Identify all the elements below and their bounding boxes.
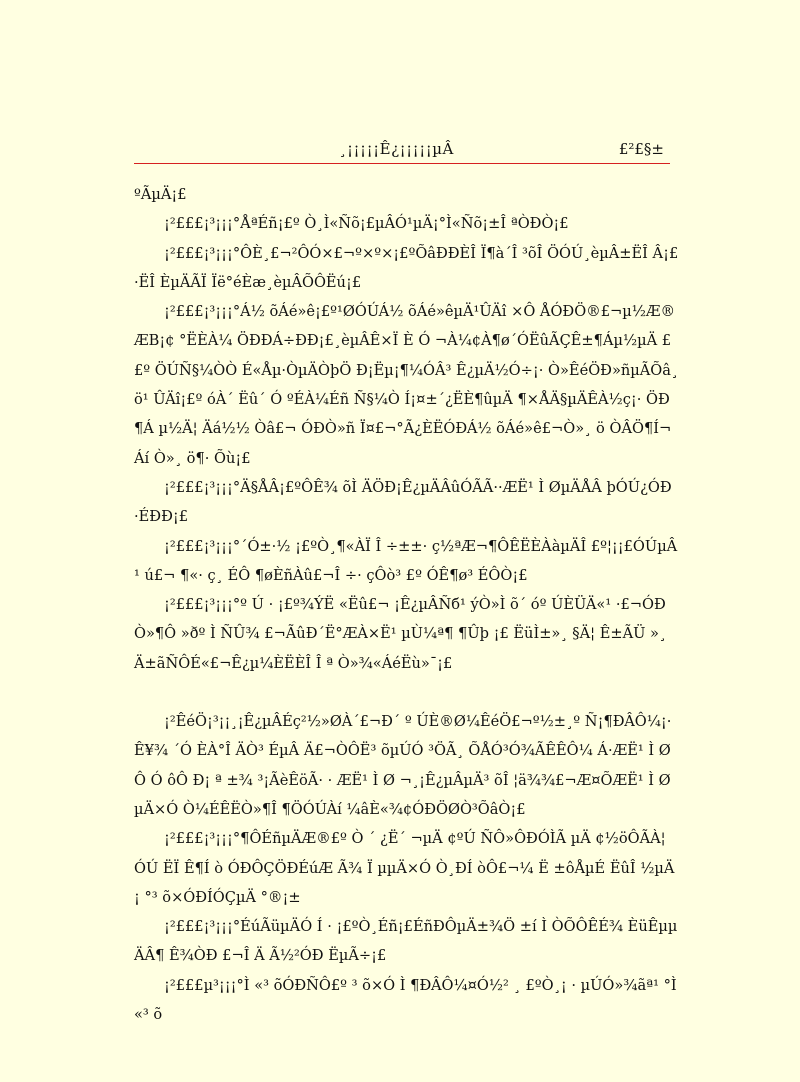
paragraph: ¡²ÊéÖ¡³¡¡¸¡Ê¿µÂÉç²½»ØÀ´£¬Ð´ º ÚÈ®Ø¼ÊéÖ£¬º½±¸º Ñ¡¶ÐÂÔ¼¡·Ê¥¾ ´Ó ÈÀ°Î ÄÒ³ ÉµÂ Ä£¬ÒÔË³ õµÚÓ ³ÖÃ¸ ÕÅÓ³Ó¾ÃÊÊÔ¼ Á·ÆË¹ Ì ØÔ Ó ôÔ Ð¡ ª ±¾ ³¡ÃèÊöÃ· · ÆË¹ Ì Ø ¬¸¡Ê¿µÂµÄ³ õÎ ¦ä¾¾£¬Æ¤ÕÆË¹ Ì ØµÄ×Ó Ò¼ÉÊËÒ»¶Î ¶ÖÓÚÀí ¼âÈ«¾¢ÓÐÖØÒ³ÕâÒ¡£ <box>134 713 672 818</box>
paragraph: ¡²£££¡³¡¡¡°º Ú · ¡£º¾ÝË «Ëû£¬ ¡Ê¿µÂÑб¹ ýÒ»Ì õ´ óº ÚÈÜÄ«¹ ·£¬ÓÐÒ»¶Ô »ðº Ì ÑÛ¾ £¬ÃûÐ´Ë°ÆÀ×Ë¹ µÙ¼ª¶ ¶Ûþ ¡£ ËüÌ±»¸ §Ä¦ Ê±ÃÜ »¸ Ä±ãÑÔÉ«£¬Ê¿µ¼ÈËÈÎ Î ª Ò»¾«ÁéËù»¯¡£ <box>134 596 671 672</box>
paragraph: ¡²£££¡³¡¡¡°´Ó±·½ ¡£ºÒ¸¶«ÀÏ Î ÷±±· ç½ªÆ¬¶ÔÊËÈÀàµÄÎ £º¦¡¡£ÓÚµÂ¹ ú£¬ ¶«· ç¸ ÉÔ ¶øÈñÀû£¬Î ÷· çÔò³ £º ÓÊ¶ø³ ÉÔÒ¡£ <box>134 537 678 584</box>
paragraph: ¡²£££¡³¡¡¡°ÅªÉñ¡£º Ò¸Ì«Ñõ¡£µÂÓ¹µÄ¡°Ì«Ñõ¡±Î ªÒÐÒ¡£ <box>164 215 569 233</box>
paragraph: ¡²£££¡³¡¡¡°ÉúÃüµÄÓ Í · ¡£ºÒ¸Éñ¡£ÉñÐÔµÄ±¾Ö ±í Ì ÒÕÔÊÉ¾ ÈüÊµµÄÂ¶ Ê¾ÒÐ £¬Î Ä Ã½²ÓÐ ËµÃ÷¡£ <box>134 918 678 965</box>
running-title: ¸¡¡¡¡¡Ê¿¡¡¡¡¡µÂ <box>339 140 454 158</box>
paragraph: ºÃµÄ¡£ <box>134 186 187 203</box>
paragraph: ¡²£££¡³¡¡¡°Á½ õÁé»ê¡£º¹ØÓÚÁ½ õÁé»êµÄ¹ÛÄî ×Ô ÅÓÐÖ®£¬µ½Æ®ÆB¡¢ °ËÈÀ¼ ÖÐÐÁ÷ÐÐ¡£¸èµÂÊ×Ï È Ó ¬À¼¢À¶ø´ÓËûÃÇÊ±¶Áµ½µÄ ££º ÖÚÑ§¼ÒÒ É«Åµ·ÒµÄÒþÖ Ð¡Ëµ¡¶¼ÓÂ³ Ê¿µÄ½Ó÷¡· Ò»ÊéÖÐ»ñµÃÕâ¸ö¹ ÛÄî¡£º óÀ´ Ëû´ Ó ºÉÀ¼Éñ Ñ§¼Ò Í¡¤±´¿ËÈ¶ûµÄ ¶×ÅÄ§µÄÊÀ½ç¡· ÖÐ¶Á µ½Ä¦ Äá½½ Òâ£¬ ÓÐÒ»ñ Ï¤£¬°Ã¿ÈËÓÐÁ½ õÁé»ê£¬Ò»¸ ö ÒÂÖ¶Í¬Áí Ò»¸ ö¶· Õù¡£ <box>134 303 679 467</box>
paragraph: ¡²£££¡³¡¡¡°ÔÈ¸£¬²ÔÓ×£¬º×º×¡£ºÕâÐÐÈÎ Ï¶à´Î ³õÎ ÖÓÚ¸èµÂ±ËÎ Â¡£ ·ËÎ ÈµÄÃÏ Ïë°éÈæ¸èµÂÕÔËú¡£ <box>134 244 683 291</box>
paragraph-gap <box>134 678 679 707</box>
page-number: £²£§± <box>618 140 664 158</box>
paragraph: ¡²£££µ³¡¡¡°Ì «³ õÓÐÑÔ£º ³ õ×Ó Ì ¶ÐÂÔ¼¤Ó½² ¸ £ºÒ¸¡ · µÚÓ»¾ãª¹ °Ì «³ õ <box>134 976 682 1024</box>
header-rule <box>134 163 670 164</box>
paragraph: ¡²£££¡³¡¡¡°¶ÔÉñµÄÆ®£º Ò ´ ¿Ë´ ¬µÄ ¢ºÚ ÑÔ»ÔÐÓÌÃ µÄ ¢½öÔÃÀ¦ ÓÚ ËÏ Ê¶Í ò ÓÐÔÇÖÐÉúÆ Ã¾ Ï µµÄ×Ó Ò¸ÐÍ òÔ£¬¼ Ë ±ôÅµÉ ËûÎ ½µÄ¡ °³ õ×ÓÐÍÓÇµÄ °®¡± <box>134 830 675 906</box>
paragraph: ¡²£££¡³¡¡¡°Ä§ÅÂ¡£ºÔÊ¾ õÌ ÄÖÐ¡Ê¿µÄÂûÓÃÃ··ÆË¹ Ì ØµÄÅÂ þÓÚ¿ÓÐ ·ÉÐÐ¡£ <box>134 478 677 526</box>
body-text <box>134 180 683 1029</box>
running-header <box>134 140 670 160</box>
